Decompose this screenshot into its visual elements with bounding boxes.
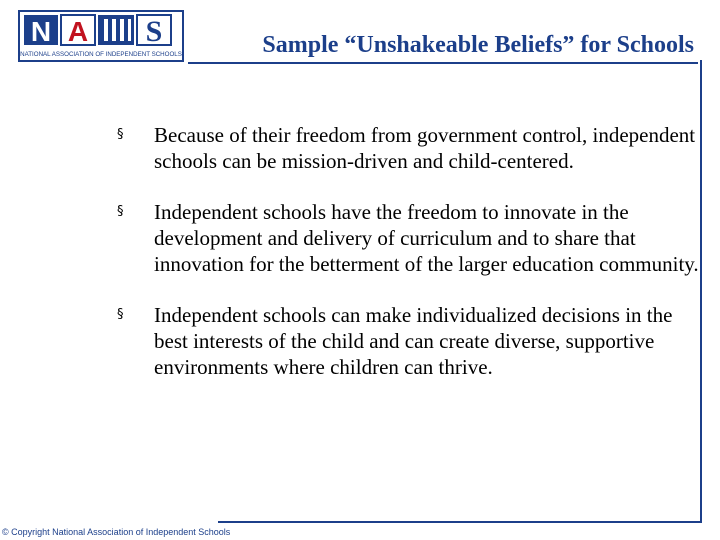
nais-logo — [18, 10, 184, 62]
bullet-text-3: Independent schools can make individualized decisions in the best interests of the child and can create diverse, supportive environments where children can thrive. — [154, 303, 673, 379]
bullet-text-2: Independent schools have the freedom to innovate in the development and delivery of curriculum and to share that innovation for the betterment of the larger education community. — [154, 200, 699, 276]
bullet-marker-icon: § — [117, 127, 124, 142]
logo-caption: NATIONAL ASSOCIATION OF INDEPENDENT SCHOOLS — [20, 51, 182, 58]
slide-title: Sample “Unshakeable Beliefs” for Schools — [262, 32, 694, 58]
bullet-item-2 — [117, 199, 702, 277]
logo-letter-s: S — [145, 15, 163, 48]
logo-letter-i: I — [116, 10, 117, 11]
bullet-item-3 — [117, 302, 702, 380]
bullet-marker-icon: § — [117, 204, 124, 219]
bullet-text-1: Because of their freedom from government control, independent schools can be mission-driven and child-centered. — [154, 123, 696, 173]
nais-logo-icon — [20, 12, 182, 60]
bullet-marker-icon: § — [117, 307, 124, 322]
title-bar — [188, 32, 698, 64]
logo-letter-a: A — [67, 16, 89, 47]
bottom-border-line — [218, 521, 702, 523]
copyright-notice: © Copyright National Association of Independent Schools — [2, 527, 231, 537]
logo-letter-n: N — [30, 16, 52, 47]
bullet-item-1 — [117, 122, 702, 174]
bullet-list — [117, 122, 702, 405]
